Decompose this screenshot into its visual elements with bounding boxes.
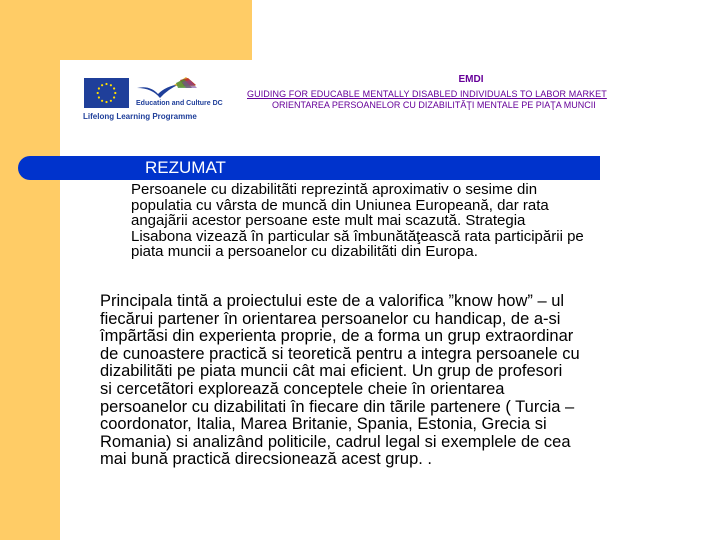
paragraph-line: Principala tintă a proiectului este de a valorifica ”know how” – ul: [100, 292, 565, 310]
section-header-bar: [18, 156, 600, 180]
paragraph-line: Lisabona vizează în particular să îmbunătăţească rata participării pe: [131, 227, 584, 245]
eu-flag-icon: [84, 78, 129, 108]
paragraph-line: angajãrii acestor persoane este mult mai scazută. Strategia: [131, 212, 526, 229]
paragraph-line: coordonator, Italia, Marea Britanie, Spania, Estonia, Grecia si: [100, 415, 547, 434]
paragraph-line: mai bună practică direcsionează acest grup. .: [100, 450, 433, 469]
paragraph-line: populatia cu vârsta de muncă din Uniunea Europeană, dar rata: [131, 196, 549, 214]
section-title: REZUMAT: [145, 158, 226, 177]
paragraph-line: piata muncii a persoanelor cu dizabilitãti din Europa.: [131, 243, 478, 260]
paragraph-line: si cercetãtori explorează conceptele cheie în orientarea: [100, 379, 505, 398]
header-subtitle-romanian: ORIENTAREA PERSOANELOR CU DIZABILITĂŢI MENTALE PE PIAŢA MUNCII: [272, 100, 596, 110]
header-subtitle-english[interactable]: GUIDING FOR EDUCABLE MENTALLY DISABLED INDIVIDUALS TO LABOR MARKET: [247, 89, 607, 99]
decorative-orange-strip: [0, 0, 60, 540]
education-culture-caption: Education and Culture DC: [136, 100, 223, 107]
education-culture-bird-logo: [136, 76, 198, 102]
paragraph-line: Romania) si analizând politicile, cadrul legal si exemplele de cea: [100, 432, 571, 451]
summary-paragraph: [131, 182, 631, 260]
paragraph-line: dizabilitãti pe piata muncii cât mai eficient. Un grup de profesori: [100, 362, 563, 381]
lifelong-learning-caption: Lifelong Learning Programme: [83, 112, 197, 121]
paragraph-line: persoanelor cu dizabilitati în fiecare din tãrile partenere ( Turcia –: [100, 397, 575, 416]
paragraph-line: împãrtãsi din experienta proprie, de a forma un grup extraordinar: [100, 327, 574, 346]
header-title: EMDI: [458, 74, 484, 85]
paragraph-line: Persoanele cu dizabilitãti reprezintă aproximativ o sesime din: [131, 181, 538, 198]
paragraph-line: de cunoastere practică si teoretică pentru a integra persoanele cu: [100, 344, 580, 363]
paragraph-line: fiecărui partener în orientarea persoanelor cu handicap, de a-si: [100, 309, 561, 328]
project-goal-paragraph: [100, 293, 700, 469]
